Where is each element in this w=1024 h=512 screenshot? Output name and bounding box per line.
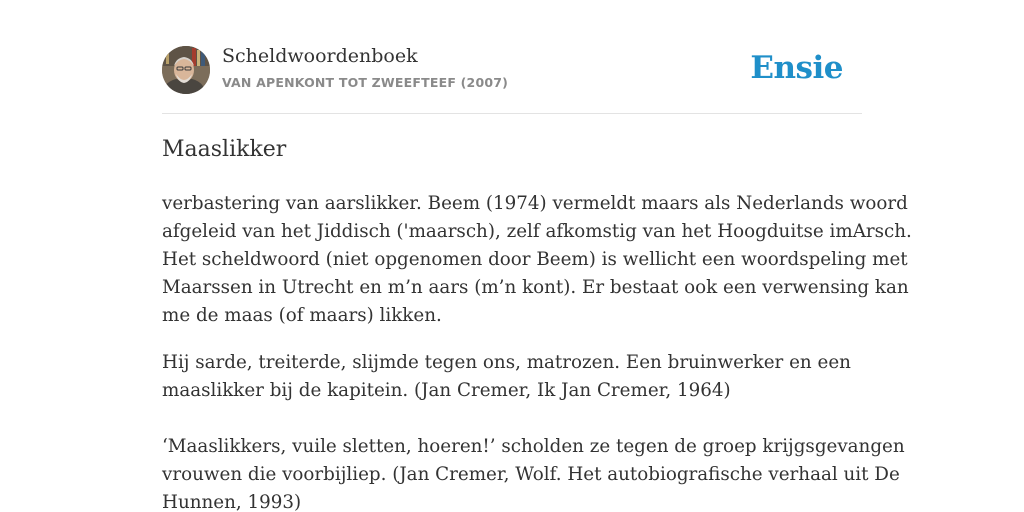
definition-paragraph (162, 190, 912, 330)
definition-line: verbastering van aarslikker. Beem (1974) vermeldt maars als Nederlands woord (162, 193, 908, 214)
quote-line: maaslikker bij de kapitein. (Jan Cremer, Ik Jan Cremer, 1964) (162, 380, 731, 401)
content-container (162, 0, 912, 512)
definition-line: Het scheldwoord (niet opgenomen door Beem) is wellicht een woordspeling met (162, 249, 908, 270)
author-avatar[interactable] (162, 46, 210, 94)
entry-title: Maaslikker (162, 137, 287, 162)
definition-line: me de maas (of maars) likken. (162, 305, 442, 326)
definition-line: afgeleid van het Jiddisch ('maarsch), zelf afkomstig van het Hoogduitse imArsch. (162, 221, 912, 242)
definition-line: Maarssen in Utrecht en m’n aars (m’n kont). Er bestaat ook een verwensing kan (162, 277, 909, 298)
brand-logo[interactable]: Ensie (750, 50, 843, 86)
quote-paragraph (162, 349, 862, 405)
quote-line: vrouwen die voorbijliep. (Jan Cremer, Wolf. Het autobiografische verhaal uit De (162, 464, 900, 485)
quote-line: ‘Maaslikkers, vuile sletten, hoeren!’ scholden ze tegen de groep krijgsgevangen (162, 436, 905, 457)
book-title[interactable]: Scheldwoordenboek (222, 45, 418, 67)
author-portrait-icon (162, 46, 210, 94)
header (162, 0, 862, 114)
quote-line: Hij sarde, treiterde, slijmde tegen ons, matrozen. Een bruinwerker en een (162, 352, 851, 373)
quote-line: Hunnen, 1993) (162, 492, 302, 512)
quote-paragraph (162, 433, 905, 512)
book-subtitle: VAN APENKONT TOT ZWEEFTEEF (2007) (222, 75, 509, 90)
